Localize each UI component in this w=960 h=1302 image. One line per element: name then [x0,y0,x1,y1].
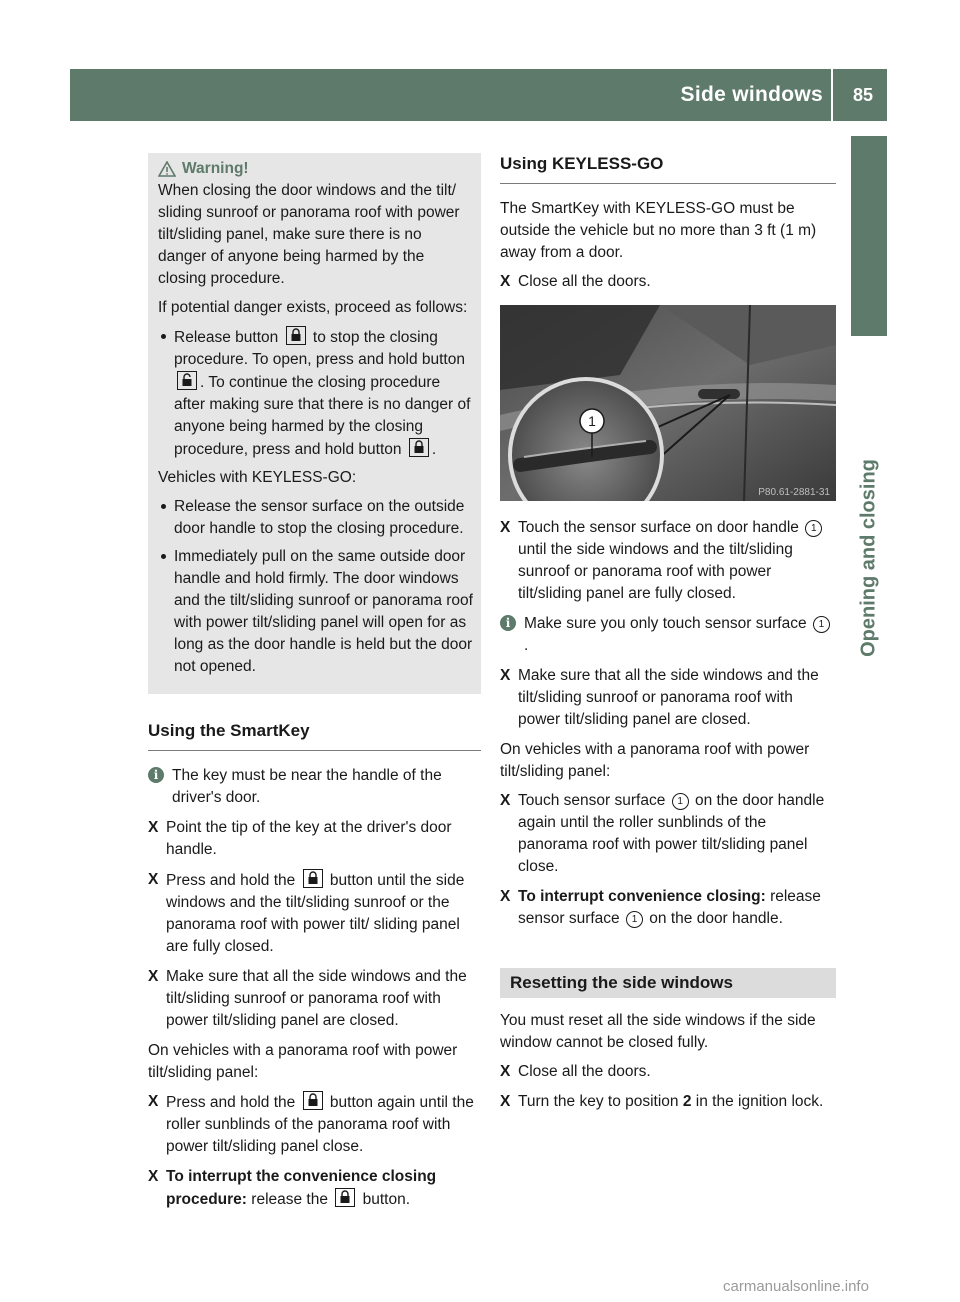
unlock-button-icon [177,371,197,390]
keyless-para-1: The SmartKey with KEYLESS-GO must be outside the vehicle but no more than 3 ft (1 m) away from a door. [500,200,817,261]
step-text: button again until the roller sunblinds of the panorama roof with power tilt/sliding panel close. [166,1094,474,1155]
warning-title-text: Warning! [182,160,249,177]
keyless-step-4 [500,790,836,878]
step-text: button. [362,1191,411,1208]
warning-box [148,153,481,694]
warning-triangle-icon [158,161,176,177]
right-column [500,153,836,1121]
reset-heading: Resetting the side windows [500,968,836,998]
bullet-text: to stop the closing procedure. To open, press and hold button [174,329,465,368]
step-text: in the ignition lock. [695,1093,824,1110]
left-column [148,153,481,1219]
keyless-heading: Using KEYLESS-GO [500,153,836,184]
step-marker-icon: X [500,792,511,809]
info-text: The key must be near the handle of the driver's door. [172,767,442,806]
warning-bullet-2: Release the sensor surface on the outside door handle to stop the closing procedure. [158,496,473,540]
step-text: Make sure that all the side windows and the tilt/sliding sunroof or panorama roof with power tilt/sliding panel are closed. [518,667,819,728]
warning-para-3: Vehicles with KEYLESS-GO: [158,469,357,486]
step-marker-icon: X [500,1063,511,1080]
step-bold-text: To interrupt convenience closing: [518,888,766,905]
header-divider [831,69,833,121]
step-text: on the door handle again until the roller sunblinds of the panorama roof with power tilt/sliding panel close. [518,792,825,875]
step-marker-icon: X [500,667,511,684]
step-marker-icon: X [500,1093,511,1110]
keyless-step-5 [500,886,836,930]
chapter-tab [851,136,887,336]
lock-button-icon [303,1091,323,1110]
keyless-step-2 [500,517,836,605]
photo-callout-label: 1 [588,413,596,429]
step-text: on the door handle. [649,910,783,927]
info-text: . [524,637,529,654]
page-number: 85 [852,85,873,105]
bullet-text: . To continue the closing procedure after making sure that there is no danger of anyone being harmed by the closing procedure, press and hold button [174,374,471,458]
lock-button-icon [286,326,306,345]
callout-marker-1: 1 [672,793,689,810]
keyless-para-2: On vehicles with a panorama roof with power tilt/sliding panel: [500,741,810,780]
lock-button-icon [409,438,429,457]
step-text: Press and hold the [166,872,296,889]
step-marker-icon: X [148,1093,159,1110]
step-marker-icon: X [500,273,511,290]
chapter-label-text: Opening and closing [857,459,880,657]
step-marker-icon: X [500,888,511,905]
lock-button-icon [303,869,323,888]
step-text: Touch the sensor surface on door handle [518,519,799,536]
warning-para-1: When closing the door windows and the tilt/ sliding sunroof or panorama roof with power tilt/sliding panel, make sure there is no danger of anyone being harmed by the closing procedure. [158,182,460,287]
door-handle-illustration [500,305,836,501]
smartkey-para: On vehicles with a panorama roof with power tilt/sliding panel: [148,1042,458,1081]
step-marker-icon: X [148,1168,159,1185]
smartkey-step-5 [148,1166,481,1211]
keyless-info [500,613,836,657]
step-text: until the side windows and the tilt/sliding sunroof or panorama roof with power tilt/sliding panel are fully closed. [518,541,793,602]
smartkey-step-3 [148,966,481,1032]
reset-step-1 [500,1061,836,1083]
lock-button-icon [335,1188,355,1207]
position-number: 2 [682,1093,692,1110]
page-header [70,69,887,121]
image-code: P80.61-2881-31 [758,487,830,498]
warning-bullet-3: Immediately pull on the same outside door handle and hold firmly. The door windows and the tilt/sliding sunroof or panorama roof with power tilt/sliding panel will open for as long as the door handle is held but the door not opened. [158,546,473,678]
callout-marker-1: 1 [805,520,822,537]
step-text: Turn the key to position [518,1093,679,1110]
info-icon: i [500,615,516,631]
step-text: Close all the doors. [518,273,651,290]
reset-step-2 [500,1091,836,1113]
step-text: button until the side windows and the tilt/sliding sunroof or the panorama roof with power tilt/ sliding panel are fully closed. [166,872,465,955]
keyless-step-1 [500,271,836,293]
step-marker-icon: X [148,968,159,985]
info-text: Make sure you only touch sensor surface [524,615,807,632]
reset-para: You must reset all the side windows if the side window cannot be closed fully. [500,1012,816,1051]
keyless-step-3 [500,665,836,731]
smartkey-step-1 [148,817,481,861]
door-handle-photo [500,305,836,501]
step-text: Press and hold the [166,1094,296,1111]
step-text: release sensor surface [518,888,821,927]
smartkey-heading: Using the SmartKey [148,720,481,751]
warning-bullet-1 [158,326,473,461]
chapter-label [851,459,887,657]
step-bold-text: To interrupt the convenience closing procedure: [166,1168,437,1208]
smartkey-info [148,765,481,809]
step-marker-icon: X [148,819,159,836]
step-text: Close all the doors. [518,1063,651,1080]
warning-para-2: If potential danger exists, proceed as follows: [158,299,468,316]
warning-title [158,158,473,180]
step-marker-icon: X [500,519,511,536]
callout-marker-1: 1 [813,616,830,633]
smartkey-step-4 [148,1091,481,1158]
watermark: carmanualsonline.info [723,1278,869,1295]
info-icon: i [148,767,164,783]
callout-marker-1: 1 [626,911,643,928]
smartkey-step-2 [148,869,481,958]
step-text: Point the tip of the key at the driver's door handle. [166,819,452,858]
bullet-text: Release button [174,329,279,346]
bullet-text: . [431,441,437,458]
step-marker-icon: X [148,871,159,888]
step-text: Make sure that all the side windows and the tilt/sliding sunroof or panorama roof with power tilt/sliding panel are closed. [166,968,467,1029]
step-text: Touch sensor surface [518,792,666,809]
step-text: release the [251,1191,328,1208]
section-title: Side windows [680,83,823,106]
